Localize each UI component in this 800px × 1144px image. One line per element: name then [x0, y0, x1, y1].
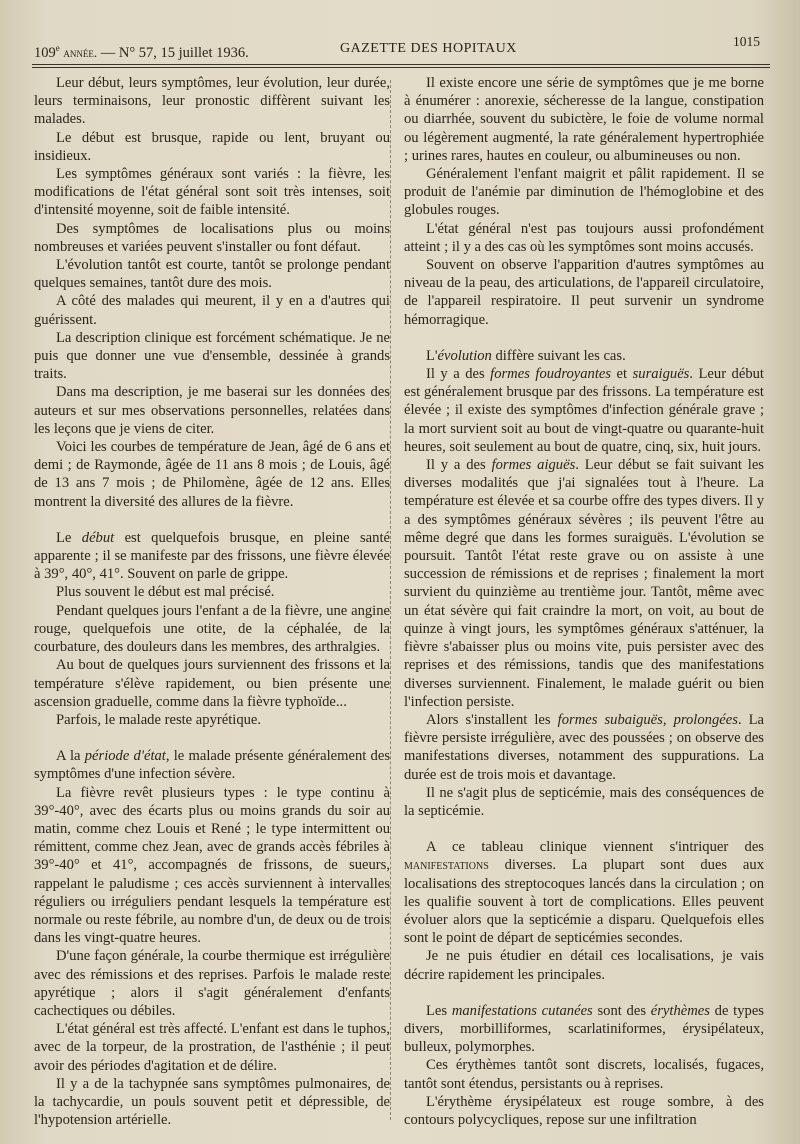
paragraph: Il existe encore une série de symptômes que je me borne à énumérer : anorexie, sécheresse de la langue, constipation ou diarrhée, souvent du subictère, le foie de volume normal ou légèrement augmenté, la rate généralement hypertrophiée ; urines rares, hautes en couleur, ou albumineuses ou non. — [404, 75, 764, 164]
paragraph: La fièvre revêt plusieurs types : le type continu à 39°-40°, avec des écarts plus ou moins grands du soir au matin, comme chez Louis et René ; le type intermittent ou rémittent, comme chez Jean, avec de grands accès fébriles à 39°-40° et 41°, accompagnés de frissons, de sueurs, rappelant le paludisme ; ces accès surviennent à intervalles réguliers ou irréguliers pendant lesquels la température est normale ou reste fébrile, au nombre d'un, de deux ou de trois dans les vingt-quatre heures. — [34, 784, 390, 947]
paragraph: Le début est brusque, rapide ou lent, bruyant ou insidieux. — [34, 129, 390, 164]
paragraph: L'érythème érysipélateux est rouge sombre, à des contours polycycliques, repose sur une infiltration — [404, 1093, 764, 1128]
issue-sup-mark: e — [55, 43, 60, 53]
column-divider — [390, 80, 391, 1120]
paragraph-formes-aigues: Il y a des formes aiguës. Leur début se fait suivant les diverses modalités que j'ai signalées tout à l'heure. La température est élevée et sa courbe offre des types divers. Il y a des symptômes généraux sévères ; ils peuvent l'être au même degré que dans les formes suraiguës. L'évolution se poursuit. Tantôt l'état reste grave ou on assiste à une succession de rémissions et de reprises ; finalement la mort survient du quinzième au trentième jour. Tantôt, même avec un état sévère qui fait craindre la mort, on voit, au bout de quinze à vingt jours, les symptômes généraux s'atténuer, la fièvre s'abaisser plus ou moins vite, puis persister avec des reprises et des rémissions, tandis que des manifestations diverses surviennent. Finalement, le malade guérit ou bien l'infection persiste. — [404, 457, 764, 710]
paragraph: Dans ma description, je me baserai sur les données des auteurs et sur mes observations personnelles, relatées dans les leçons que je viens de citer. — [34, 384, 390, 437]
issue-word: année. — [63, 44, 98, 60]
page-number: 1015 — [733, 34, 760, 49]
paragraph-formes-foudroyantes: Il y a des formes foudroyantes et suraiguës. Leur début est généralement brusque par des frissons. La température est élevée ; il existe des symptômes d'infection générale grave ; la mort survient soit au bout de vingt-quatre ou quarante-huit heures, soit seulement au bout de quatre, cinq, six, huit jours. — [404, 366, 764, 455]
journal-title: GAZETTE DES HOPITAUX — [340, 41, 517, 56]
header-rule-double — [32, 67, 770, 68]
right-column — [404, 74, 764, 1129]
paragraph-evolution: L'évolution diffère suivant les cas. — [426, 347, 626, 364]
paragraph: Généralement l'enfant maigrit et pâlit rapidement. Il se produit de l'anémie par diminution de l'hémoglobine et des globules rouges. — [404, 166, 764, 219]
paragraph: Pendant quelques jours l'enfant a de la fièvre, une angine rouge, quelquefois une otite, de la céphalée, de la courbature, des douleurs dans les membres, des arthralgies. — [34, 602, 390, 656]
issue-info — [34, 43, 249, 62]
paragraph: Je ne puis étudier en détail ces localisations, je vais décrire rapidement les principales. — [404, 948, 764, 983]
paragraph: Il ne s'agit plus de septicémie, mais des conséquences de la septicémie. — [404, 784, 764, 819]
paragraph: L'état général n'est pas toujours aussi profondément atteint ; il y a des cas où les symptômes sont moins accusés. — [404, 220, 764, 255]
header-rule — [32, 64, 770, 65]
paragraph: Ces érythèmes tantôt sont discrets, localisés, fugaces, tantôt sont étendus, persistants ou à reprises. — [404, 1057, 764, 1092]
paragraph: L'état général est très affecté. L'enfant est dans le tuphos, avec de la torpeur, de la prostration, de l'asthénie ; il peut avoir des périodes d'agitation et de délire. — [34, 1021, 390, 1074]
issue-number: 109 — [34, 44, 56, 61]
paragraph: Plus souvent le début est mal précisé. — [56, 584, 275, 601]
left-column — [34, 74, 390, 1129]
paragraph: L'évolution tantôt est courte, tantôt se prolonge pendant quelques semaines, tantôt dure des mois. — [34, 257, 390, 292]
paragraph: Voici les courbes de température de Jean, âgé de 6 ans et demi ; de Raymonde, âgée de 11 ans 8 mois ; de Louis, âgé de 13 ans 7 mois ; de Philomène, âgée de 12 ans. Elles montrent la diversité des allures de la fièvre. — [34, 439, 390, 510]
paragraph: Les symptômes généraux sont variés : la fièvre, les modifications de l'état général sont soit très intenses, soit d'intensité moyenne, soit de faible intensité. — [34, 166, 390, 219]
paragraph: D'une façon générale, la courbe thermique est irrégulière avec des rémissions et des reprises. Parfois le malade reste apyrétique ; alors il s'agit généralement d'enfants cachectiques ou débiles. — [34, 948, 390, 1019]
paragraph: Il y a de la tachypnée sans symptômes pulmonaires, de la tachycardie, un pouls souvent petit et dépressible, de l'hypotension artérielle. — [34, 1075, 390, 1129]
paragraph-periode-etat: A la période d'état, le malade présente généralement des symptômes d'une infection sévère. — [34, 748, 391, 783]
paragraph: Leur début, leurs symptômes, leur évolution, leur durée, leurs terminaisons, leur pronostic diffèrent suivant les malades. — [34, 75, 390, 128]
issue-date: — N° 57, 15 juillet 1936. — [97, 44, 249, 61]
paragraph: Des symptômes de localisations plus ou moins nombreuses et variées peuvent s'installer ou font défaut. — [34, 220, 390, 255]
page-header — [30, 34, 772, 66]
paragraph: La description clinique est forcément schématique. Je ne puis que donner une vue d'ensemble, dessinée à grands traits. — [34, 329, 390, 383]
paragraph: Au bout de quelques jours surviennent des frissons et la température s'élève rapidement, ou bien présente une ascension graduelle, comme dans la fièvre typhoïde... — [34, 657, 390, 710]
paragraph-manifestations: A ce tableau clinique viennent s'intriquer des manifestations diverses. La plupart sont dues aux localisations des streptocoques lancés dans la circulation ; on les qualifie souvent à tort de complications. Elles peuvent évoluer alors que la septicémie a disparu. Quelquefois elles sont le point de départ de septicémies secondes. — [404, 839, 764, 947]
paragraph-manifestations-cutanees: Les manifestations cutanées sont des érythèmes de types divers, morbilliformes, scarlatiniformes, érysipélateux, bulleux, polymorphes. — [404, 1002, 764, 1056]
paragraph: A côté des malades qui meurent, il y en a d'autres qui guérissent. — [34, 293, 390, 328]
paragraph: Parfois, le malade reste apyrétique. — [56, 711, 262, 728]
paragraph: Souvent on observe l'apparition d'autres symptômes au niveau de la peau, des articulations, de l'appareil circulatoire, de l'appareil respiratoire. Il peut survenir un syndrome hémorragique. — [404, 257, 764, 328]
paragraph-formes-subaigues: Alors s'installent les formes subaiguës, prolongées. La fièvre persiste irrégulière, avec des poussées ; on observe des manifestations diverses, notamment des suppurations. La durée est de trois mois et davantage. — [404, 711, 764, 783]
paragraph-debut: Le début est quelquefois brusque, en pleine santé apparente ; il se manifeste par des frissons, une fièvre élevée à 39°, 40°, 41°. Souvent on parle de grippe. — [34, 529, 390, 583]
